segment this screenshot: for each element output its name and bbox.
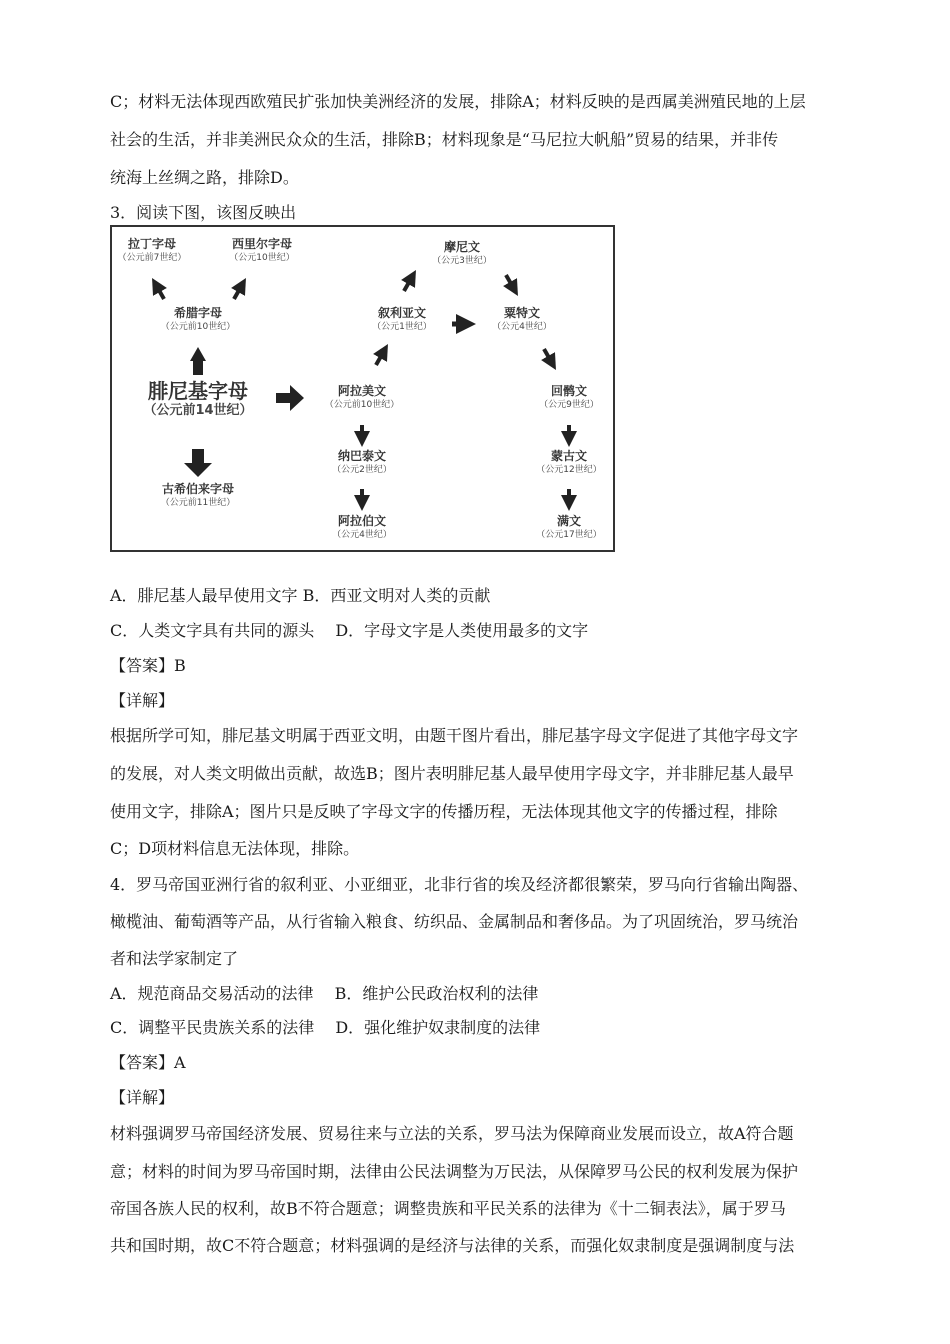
question-3-stem: 3．阅读下图，该图反映出 xyxy=(110,203,297,222)
node-latin xyxy=(114,237,190,264)
node-hebrew xyxy=(144,482,252,509)
question-3-answer: 【答案】B xyxy=(110,656,186,675)
arrow-down xyxy=(184,449,212,477)
question-4-stem-line: 者和法学家制定了 xyxy=(110,949,239,968)
node-name: 满文 xyxy=(556,514,581,528)
node-manchu xyxy=(523,514,615,541)
node-date: （公元3世纪） xyxy=(432,256,492,266)
node-cyrillic xyxy=(220,237,304,264)
node-date: （公元前10世纪） xyxy=(160,322,236,332)
node-date: （公元前7世纪） xyxy=(117,253,187,263)
node-manichaean xyxy=(416,240,508,267)
question-4-detail-line: 帝国各族人民的权利，故B不符合题意；调整贵族和平民关系的法律为《十二铜表法》，属于罗马 xyxy=(110,1199,786,1218)
question-4-answer: 【答案】A xyxy=(110,1053,186,1072)
arrow-to-cyrillic xyxy=(234,285,242,299)
node-date: （公元4世纪） xyxy=(332,530,392,540)
node-syriac xyxy=(356,306,448,333)
arrow-to-latin xyxy=(156,285,164,299)
node-name: 粟特文 xyxy=(503,306,540,320)
node-phoenician xyxy=(132,379,264,419)
question-4-detail-label: 【详解】 xyxy=(110,1088,175,1107)
question-4-detail-line: 意；材料的时间为罗马帝国时期，法律由公民法调整为万民法，从保障罗马公民的权利发展为保护 xyxy=(110,1162,799,1181)
node-date: （公元9世纪） xyxy=(539,400,599,410)
question-3-options-cd: C．人类文字具有共同的源头 D．字母文字是人类使用最多的文字 xyxy=(110,621,589,640)
node-arabic xyxy=(316,514,408,541)
node-date: （公元17世纪） xyxy=(536,530,602,540)
node-greek xyxy=(152,306,244,333)
node-aramaic xyxy=(312,384,412,411)
arrow-up-body xyxy=(193,359,203,375)
node-mongolian xyxy=(523,449,615,476)
question-4-stem-line: 4．罗马帝国亚洲行省的叙利亚、小亚细亚，北非行省的埃及经济都很繁荣，罗马向行省输出陶器、 xyxy=(110,875,809,894)
question-4-detail-line: 材料强调罗马帝国经济发展、贸易往来与立法的关系，罗马法为保障商业发展而设立，故A符合题 xyxy=(110,1124,794,1143)
arrow-to-manichaean xyxy=(404,277,412,291)
node-date: （公元10世纪） xyxy=(229,253,295,263)
node-name: 古希伯来字母 xyxy=(161,482,234,496)
question-4-options-cd: C．调整平民贵族关系的法律 D．强化维护奴隶制度的法律 xyxy=(110,1018,541,1037)
question-4-options-ab: A．规范商品交易活动的法律 B．维护公民政治权利的法律 xyxy=(110,984,539,1003)
arrow-to-uyghur xyxy=(544,349,552,363)
node-name: 拉丁字母 xyxy=(127,237,176,251)
node-date: （公元1世纪） xyxy=(372,322,432,332)
question-4-detail-line: 共和国时期，故C不符合题意；材料强调的是经济与法律的关系，而强化奴隶制度是强调制度与法 xyxy=(110,1236,795,1255)
node-name: 阿拉伯文 xyxy=(337,514,386,528)
node-name: 纳巴泰文 xyxy=(337,449,386,463)
node-name: 腓尼基字母 xyxy=(148,379,248,403)
intro-line: C；材料无法体现西欧殖民扩张加快美洲经济的发展，排除A；材料反映的是西属美洲殖民地的上层 xyxy=(110,92,806,111)
node-name: 回鹘文 xyxy=(550,384,587,398)
node-date: （公元前14世纪） xyxy=(143,403,253,418)
node-date: （公元4世纪） xyxy=(492,322,552,332)
question-3-detail-line: 的发展，对人类文明做出贡献，故选B；图片表明腓尼基人最早使用字母文字，并非腓尼基人最早 xyxy=(110,764,794,783)
arrow-right xyxy=(276,385,304,411)
alphabet-diagram xyxy=(110,225,615,552)
question-4-stem-line: 橄榄油、葡萄酒等产品，从行省输入粮食、纺织品、金属制品和奢侈品。为了巩固统治，罗马统治 xyxy=(110,912,799,931)
arrow-to-syriac xyxy=(376,351,384,365)
question-3-detail-line: 使用文字，排除A；图片只是反映了字母文字的传播历程，无法体现其他文字的传播过程，排除 xyxy=(110,802,778,821)
node-name: 西里尔字母 xyxy=(231,237,292,251)
question-3-options-ab: A．腓尼基人最早使用文字 B．西亚文明对人类的贡献 xyxy=(110,586,491,605)
question-3-detail-line: 根据所学可知，腓尼基文明属于西亚文明，由题干图片看出，腓尼基字母文字促进了其他字母文字 xyxy=(110,726,799,745)
node-sogdian xyxy=(476,306,568,333)
node-name: 摩尼文 xyxy=(443,240,480,254)
node-date: （公元12世纪） xyxy=(536,465,602,475)
intro-line: 统海上丝绸之路，排除D。 xyxy=(110,168,299,187)
node-name: 希腊字母 xyxy=(173,306,222,320)
node-uyghur xyxy=(523,384,615,411)
intro-line: 社会的生活，并非美洲民众众的生活，排除B；材料现象是“马尼拉大帆船”贸易的结果，并非传 xyxy=(110,130,779,149)
node-name: 叙利亚文 xyxy=(377,306,426,320)
node-date: （公元前11世纪） xyxy=(160,498,236,508)
node-name: 阿拉美文 xyxy=(337,384,386,398)
node-date: （公元前10世纪） xyxy=(324,400,400,410)
node-nabataean xyxy=(316,449,408,476)
question-3-detail-line: C；D项材料信息无法体现，排除。 xyxy=(110,839,360,858)
arrow-to-sogdian xyxy=(506,275,514,289)
node-name: 蒙古文 xyxy=(550,449,587,463)
question-3-detail-label: 【详解】 xyxy=(110,691,175,710)
node-date: （公元2世纪） xyxy=(332,465,392,475)
